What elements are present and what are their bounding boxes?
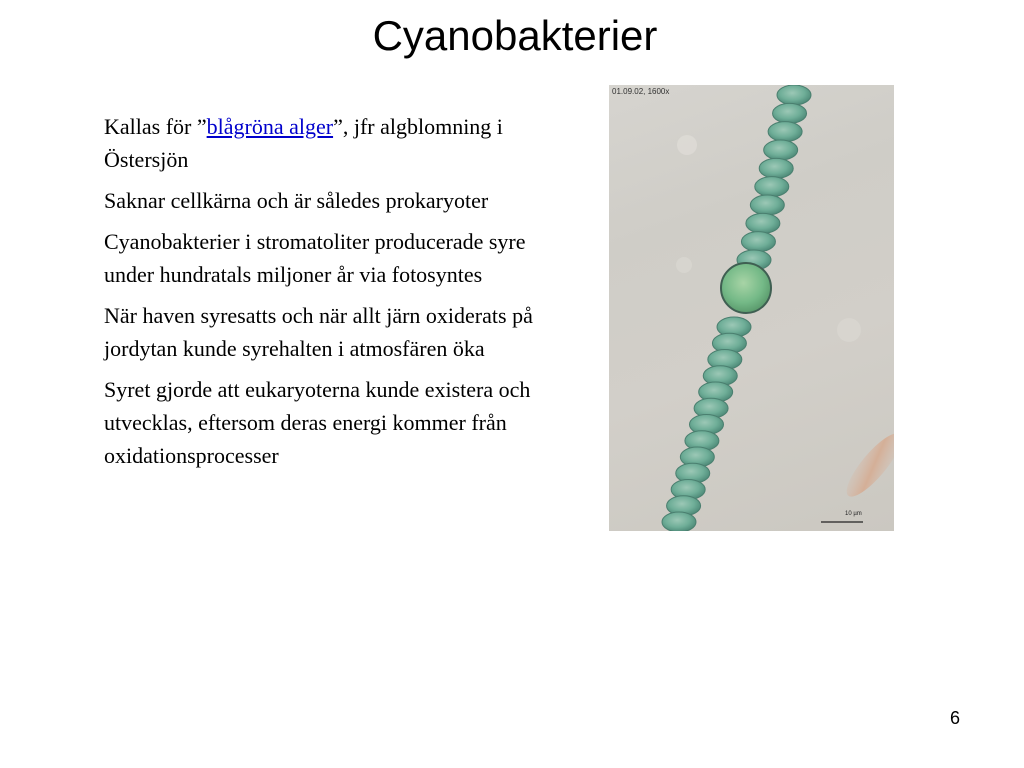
filament-cell: [750, 195, 784, 215]
filament-cell: [746, 213, 780, 233]
background-bubble: [676, 257, 692, 273]
bullet-1-suffix: ”, jfr algblomning i Östersjön: [104, 114, 503, 172]
blagrona-alger-link[interactable]: blågröna alger: [206, 114, 334, 139]
heterocyst-cell: [721, 263, 771, 313]
cyanobacteria-filament-illustration: [609, 85, 894, 531]
filament-cell: [662, 512, 696, 531]
background-smudge: [839, 427, 894, 504]
background-bubble: [837, 318, 861, 342]
bullet-4: När haven syresatts och när allt järn oxiderats på jordytan kunde syrehalten i atmosfären öka: [104, 303, 533, 361]
micrograph-caption: 01.09.02, 1600x: [612, 87, 670, 96]
bullet-5: Syret gjorde att eukaryoterna kunde existera och utvecklas, eftersom deras energi kommer från oxidationsprocesser: [104, 377, 531, 468]
background-bubble: [677, 135, 697, 155]
bullet-1: [104, 110, 574, 176]
micrograph-image: [609, 85, 894, 531]
filament-cell: [773, 103, 807, 123]
filament-cell: [755, 177, 789, 197]
filament-cell: [759, 158, 793, 178]
slide-body: [104, 110, 574, 480]
bullet-1-prefix: Kallas för ”: [104, 114, 207, 139]
scale-bar-label: 10 µm: [845, 511, 862, 517]
slide-title: Cyanobakterier: [372, 12, 658, 59]
filament-cell: [768, 122, 802, 142]
filament-cell: [764, 140, 798, 160]
page-number: 6: [950, 708, 961, 728]
filament-cell: [777, 85, 811, 105]
bullet-3: Cyanobakterier i stromatoliter producerade syre under hundratals miljoner år via fotosyntes: [104, 229, 526, 287]
filament-cell: [741, 232, 775, 252]
bullet-2: Saknar cellkärna och är således prokaryoter: [104, 188, 489, 213]
